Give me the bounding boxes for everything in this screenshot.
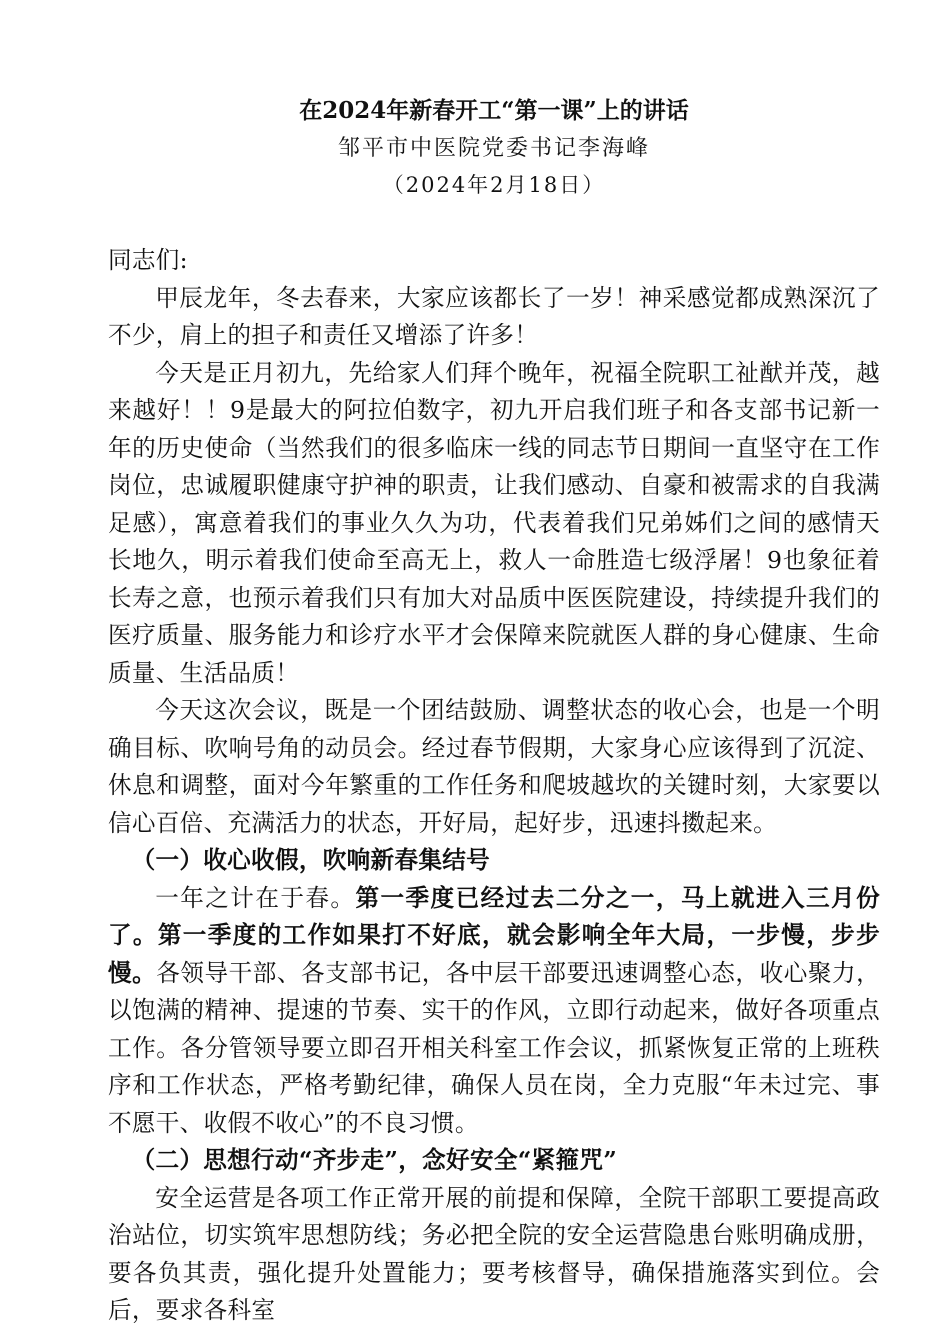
spacer <box>108 204 880 242</box>
paragraph: 今天这次会议，既是一个团结鼓励、调整状态的收心会，也是一个明确目标、吹响号角的动员会。经过春节假期，大家身心应该得到了沉淀、休息和调整，面对今年繁重的工作任务和爬坡越坎的关键时刻，大家要以信心百倍、充满活力的状态，开好局，起好步，迅速抖擞起来。 <box>108 696 880 837</box>
paragraph <box>108 880 880 1143</box>
author-line: 邹平市中医院党委书记李海峰 <box>337 136 650 161</box>
paragraph-rest: 各领导干部、各支部书记，各中层干部要迅速调整心态，收心聚力，以饱满的精神、提速的节奏、实干的作风，立即行动起来，做好各项重点工作。各分管领导要立即召开相关科室工作会议，抓紧恢复正常的上班秩序和工作状态，严格考勤纪律，确保人员在岗，全力克服“年未过完、事不愿干、收假不收心”的不良习惯。 <box>108 958 880 1137</box>
paragraph-lead: 一年之计在于春。 <box>155 883 356 912</box>
salutation: 同志们: <box>108 246 188 274</box>
paragraph-emphasis: 第一季度已经过去二分之一，马上就进入三月份了。第一季度的工作如果打不好底，就会影响全年大局，一步慢，步步慢。 <box>108 883 880 987</box>
section-heading-2: （二）思想行动“齐步走”，念好安全“紧箍咒” <box>131 1146 618 1174</box>
paragraph: 甲辰龙年，冬去春来，大家应该都长了一岁！神采感觉都成熟深沉了不少，肩上的担子和责任又增添了许多！ <box>108 283 880 349</box>
paragraph: 今天是正月初九，先给家人们拜个晚年，祝福全院职工祉猷并茂，越来越好！！9是最大的阿拉伯数字，初九开启我们班子和各支部书记新一年的历史使命（当然我们的很多临床一线的同志节日期间一直坚守在工作岗位，忠诚履职健康守护神的职责，让我们感动、自豪和被需求的自我满足感），寓意着我们的事业久久为功，代表着我们兄弟姊们之间的感情天长地久，明示着我们使命至高无上，救人一命胜造七级浮屠！9也象征着长寿之意，也预示着我们只有加大对品质中医医院建设，持续提升我们的医疗质量、服务能力和诊疗水平才会保障来院就医人群的身心健康、生命质量、生活品质！ <box>108 358 880 687</box>
date-line: （2024年2月18日） <box>382 173 606 197</box>
paragraph: 安全运营是各项工作正常开展的前提和保障，全院干部职工要提高政治站位，切实筑牢思想防线；务必把全院的安全运营隐患台账明确成册，要各负其责，强化提升处置能力；要考核督导，确保措施落实到位。会后，要求各科室 <box>108 1183 880 1324</box>
section-heading-1: （一）收心收假，吹响新春集结号 <box>131 846 490 874</box>
document-page <box>108 92 880 1330</box>
document-title: 在2024年新春开工“第一课”上的讲话 <box>299 97 689 124</box>
